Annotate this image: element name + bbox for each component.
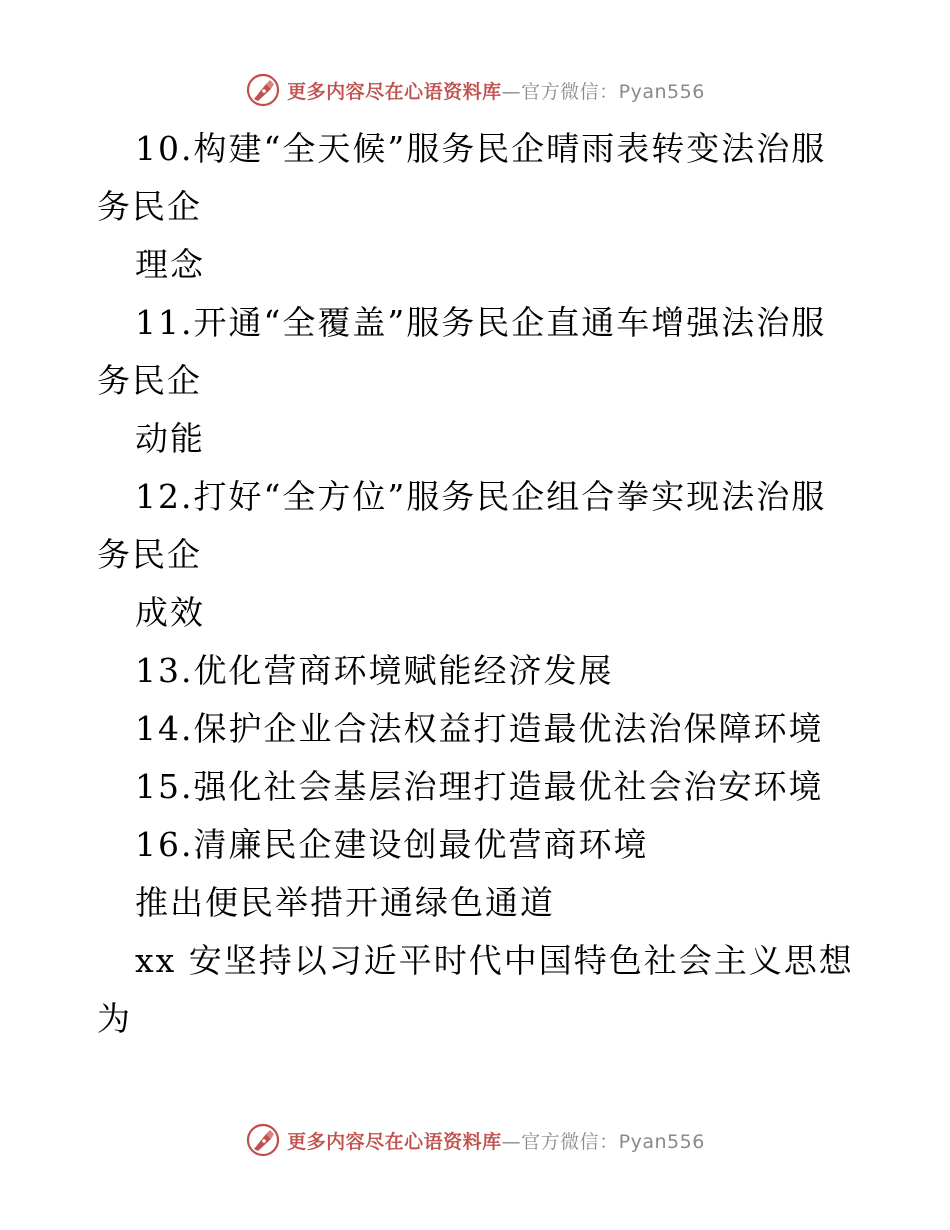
footer-brand-text: 更多内容尽在心语资料库 <box>287 1130 502 1153</box>
text-line: 10.构建“全天候”服务民企晴雨表转变法治服 <box>135 129 827 168</box>
header-contact-text: 官方微信：Pyan556 <box>521 80 705 103</box>
text-line: 推出便民举措开通绿色通道 <box>135 883 555 922</box>
text-line: 理念 <box>135 245 205 284</box>
text-line: 11.开通“全覆盖”服务民企直通车增强法治服 <box>135 303 827 342</box>
header-brand-text: 更多内容尽在心语资料库 <box>287 80 502 103</box>
text-line: 务民企 <box>97 187 202 226</box>
pen-nib-logo-icon <box>245 72 281 108</box>
text-line: 16.清廉民企建设创最优营商环境 <box>135 825 649 864</box>
header-separator: — <box>501 80 522 103</box>
document-body <box>97 120 857 1048</box>
text-line: xx 安坚持以习近平时代中国特色社会主义思想 <box>135 941 854 980</box>
footer-separator: — <box>501 1130 522 1153</box>
footer-banner <box>0 1120 950 1160</box>
header-banner-text <box>287 77 705 104</box>
text-line: 12.打好“全方位”服务民企组合拳实现法治服 <box>135 477 827 516</box>
header-banner <box>0 70 950 110</box>
header-banner-content <box>245 72 705 108</box>
text-line: 13.优化营商环境赋能经济发展 <box>135 651 614 690</box>
text-line: 成效 <box>135 593 205 632</box>
pen-nib-logo-icon <box>245 1122 281 1158</box>
footer-contact-text: 官方微信：Pyan556 <box>521 1130 705 1153</box>
text-line: 动能 <box>135 419 205 458</box>
text-line: 务民企 <box>97 535 202 574</box>
text-line: 15.强化社会基层治理打造最优社会治安环境 <box>135 767 824 806</box>
text-line: 为 <box>97 999 132 1038</box>
footer-banner-text <box>287 1127 705 1154</box>
footer-banner-content <box>245 1122 705 1158</box>
text-line: 14.保护企业合法权益打造最优法治保障环境 <box>135 709 824 748</box>
text-line: 务民企 <box>97 361 202 400</box>
